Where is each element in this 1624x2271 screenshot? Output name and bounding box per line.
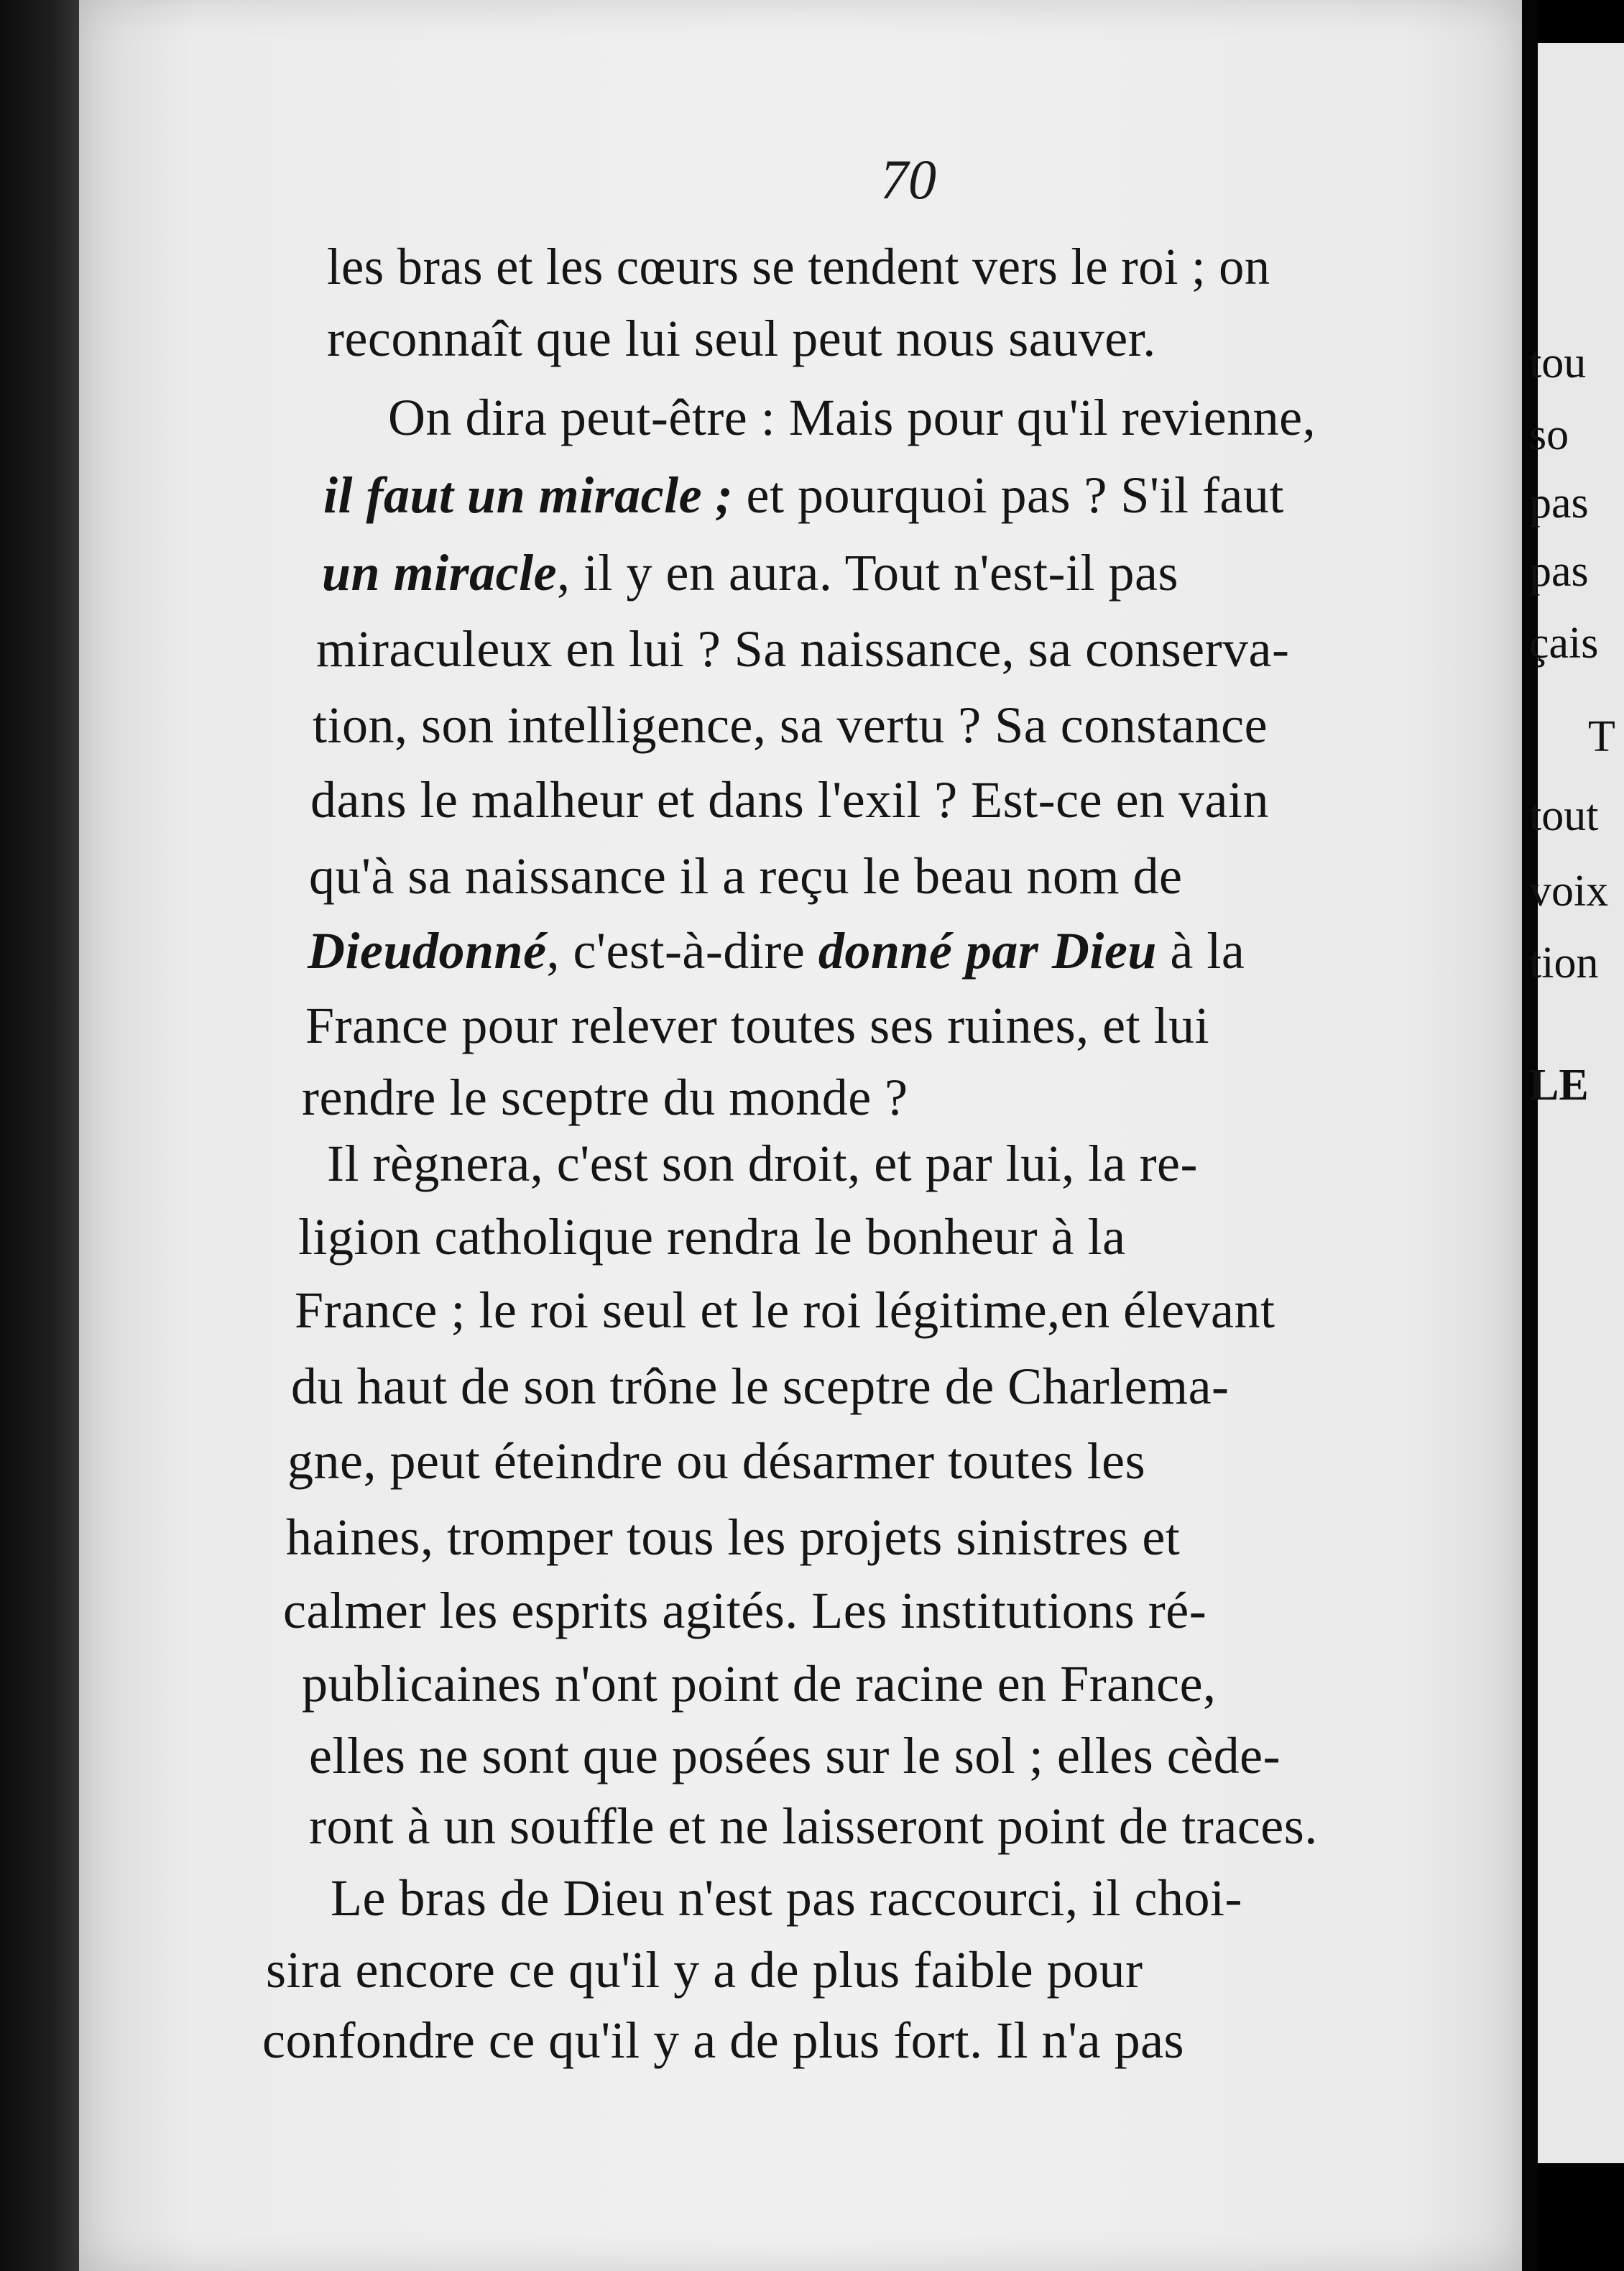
page-number: 70 bbox=[880, 148, 936, 211]
text-line: il faut un miracle ; et pourquoi pas ? S'il faut bbox=[323, 466, 1284, 524]
text-line: miraculeux en lui ? Sa naissance, sa conserva- bbox=[316, 620, 1290, 678]
facing-page-text: LE bbox=[1529, 1061, 1589, 1110]
text-line: reconnaît que lui seul peut nous sauver. bbox=[327, 310, 1156, 367]
text-line: ligion catholique rendra le bonheur à la bbox=[298, 1208, 1126, 1266]
facing-page-text: pas bbox=[1529, 547, 1589, 596]
text-line: sira encore ce qu'il y a de plus faible pour bbox=[266, 1941, 1143, 1999]
text-line: France pour relever toutes ses ruines, et lui bbox=[305, 997, 1210, 1054]
facing-page-text: so bbox=[1529, 410, 1569, 459]
text-line: publicaines n'ont point de racine en France, bbox=[302, 1655, 1217, 1713]
text-line: ront à un souffle et ne laisseront point de traces. bbox=[309, 1797, 1318, 1855]
text-line: gne, peut éteindre ou désarmer toutes les bbox=[287, 1432, 1146, 1490]
facing-page-text: T bbox=[1588, 712, 1615, 761]
text-line: les bras et les cœurs se tendent vers le roi ; on bbox=[327, 238, 1270, 295]
text-line: Il règnera, c'est son droit, et par lui, la re- bbox=[327, 1135, 1198, 1192]
facing-page-text: çais bbox=[1529, 619, 1599, 668]
text-line: elles ne sont que posées sur le sol ; elles cède- bbox=[309, 1727, 1281, 1784]
scan-left-border bbox=[0, 0, 86, 2271]
facing-page-text: tion bbox=[1529, 939, 1599, 987]
text-line: rendre le sceptre du monde ? bbox=[302, 1069, 908, 1126]
facing-page-text: tout bbox=[1529, 791, 1599, 840]
text-line: On dira peut-être : Mais pour qu'il revienne, bbox=[388, 389, 1316, 446]
text-line: du haut de son trône le sceptre de Charlema- bbox=[291, 1358, 1229, 1415]
text-line: France ; le roi seul et le roi légitime,en élevant bbox=[295, 1281, 1275, 1339]
text-line: qu'à sa naissance il a reçu le beau nom de bbox=[309, 847, 1183, 905]
text-line: tion, son intelligence, sa vertu ? Sa constance bbox=[313, 696, 1268, 754]
text-line: Dieudonné, c'est-à-dire donné par Dieu à la bbox=[308, 922, 1245, 980]
text-line: dans le malheur et dans l'exil ? Est-ce en vain bbox=[310, 771, 1269, 829]
facing-page-text: voix bbox=[1529, 867, 1609, 916]
text-line: haines, tromper tous les projets sinistres et bbox=[286, 1508, 1181, 1566]
text-line: un miracle, il y en aura. Tout n'est-il pas bbox=[322, 544, 1178, 602]
text-line: confondre ce qu'il y a de plus fort. Il n'a pas bbox=[262, 2012, 1185, 2069]
facing-page-text: pas bbox=[1529, 479, 1589, 528]
facing-page-text: tou bbox=[1529, 338, 1587, 387]
text-line: Le bras de Dieu n'est pas raccourci, il choi- bbox=[331, 1869, 1242, 1927]
text-line: calmer les esprits agités. Les institutions ré- bbox=[283, 1582, 1207, 1639]
